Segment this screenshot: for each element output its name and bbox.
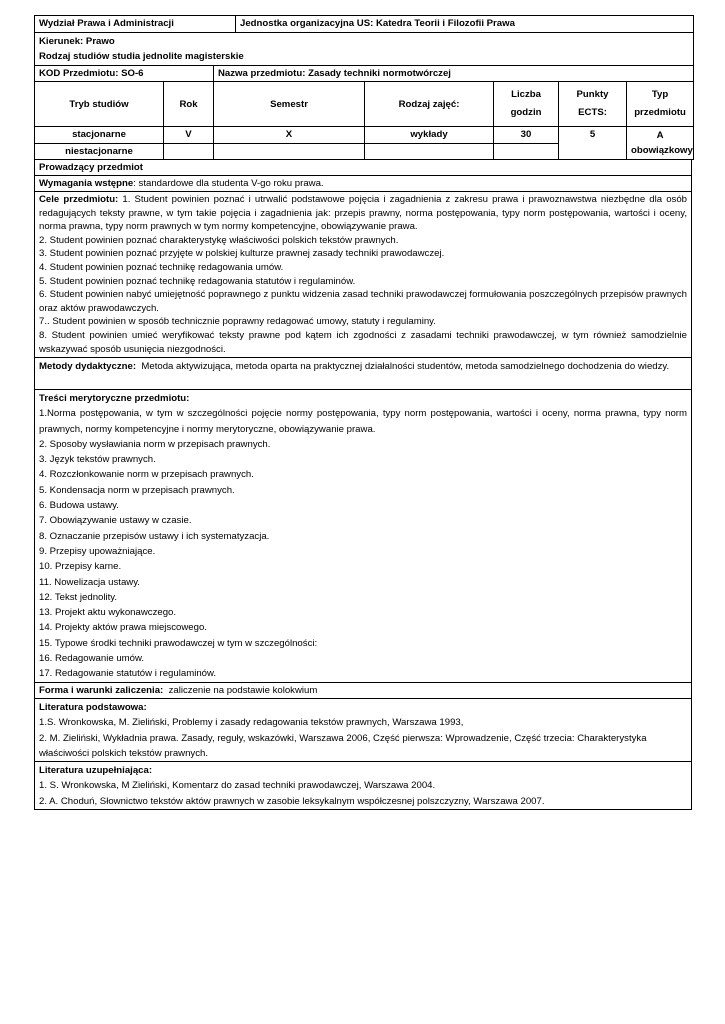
content-item-10: 10. Przepisy karne. xyxy=(39,561,122,573)
objective-8: 8. Student powinien umieć weryfikować teksty prawne pod kątem ich zgodności z zasadami techniki prawodawczej, w tym również samodzielnie wskazywać sposób usunięcia niezgodności. xyxy=(39,329,687,355)
requirements-section xyxy=(34,176,692,192)
col-hours-line1: Liczba xyxy=(511,89,541,100)
assessment-text: zaliczenie na podstawie kolokwium xyxy=(168,685,318,696)
methods-text: Metoda aktywizująca, metoda oparta na praktycznej działalności studentów, metoda samodzielnego dochodzenia do wiedzy. xyxy=(141,361,670,372)
content-section xyxy=(34,390,692,683)
content-item-3: 3. Język tekstów prawnych. xyxy=(39,454,156,466)
syllabus-header-table xyxy=(34,15,694,160)
content-item-6: 6. Budowa ustawy. xyxy=(39,500,119,512)
row-part-time-year xyxy=(164,143,214,160)
content-item-16: 16. Redagowanie umów. xyxy=(39,653,145,665)
col-type xyxy=(627,82,694,127)
row-stationary-class-type: wykłady xyxy=(365,127,494,144)
field-cell xyxy=(35,33,694,66)
row-part-time-class-type xyxy=(365,143,494,160)
col-class-type: Rodzaj zajęć: xyxy=(365,82,494,127)
content-item-14: 14. Projekty aktów prawa miejscowego. xyxy=(39,622,207,634)
literature-extra-item-1: 1. S. Wronkowska, M Zieliński, Komentarz do zasad techniki prawodawczej, Warszawa 2004. xyxy=(39,780,436,792)
content-label: Treści merytoryczne przedmiotu: xyxy=(39,393,190,404)
methods-label: Metody dydaktyczne: xyxy=(39,361,137,372)
objective-1-text: 1. Student powinien poznać i utrwalić podstawowe pojęcia i zagadnienia z zakresu prawa i prawoznawstwa niezbędne dla osób redagujących teksty prawne, w tym takie pojęcia i zagadnienia jak: przepis prawny, norma postępowania, typy norm postępowania, wartości i oceny, norma prawna, typy norm prawnych w tym normy kompetencyjne, obowiązywanie prawa. xyxy=(39,194,687,233)
literature-extra-label: Literatura uzupełniająca: xyxy=(39,765,153,776)
col-mode: Tryb studiów xyxy=(35,82,164,127)
row-stationary-semester: X xyxy=(214,127,365,144)
content-item-7: 7. Obowiązywanie ustawy w czasie. xyxy=(39,515,192,527)
col-ects xyxy=(559,82,627,127)
objective-3: 3. Student powinien poznać przyjęte w polskiej kulturze prawnej zasady techniki prawodawczej. xyxy=(39,248,445,260)
literature-basic-section xyxy=(34,699,692,762)
objective-6: 6. Student powinien nabyć umiejętność poprawnego z punktu widzenia zasad techniki prawodawczej formułowania poszczególnych przepisów prawnych oraz aktów prawodawczych. xyxy=(39,289,687,314)
content-item-1: 1.Norma postępowania, w tym w szczególności pojęcie normy postępowania, typy norm postępowania, wartości i oceny, norma prawna, typy norm prawnych, normy kompetencyjne i normy merytoryczne, obowiązywanie prawa. xyxy=(39,408,687,435)
requirements-text: : standardowe dla studenta V-go roku prawa. xyxy=(133,178,324,189)
content-item-2: 2. Sposoby wysławiania norm w przepisach prawnych. xyxy=(39,438,271,450)
content-item-12: 12. Tekst jednolity. xyxy=(39,591,118,603)
col-type-line1: Typ xyxy=(651,89,669,100)
col-ects-line2: ECTS: xyxy=(578,107,607,118)
row-stationary-mode: stacjonarne xyxy=(35,127,164,144)
content-item-13: 13. Projekt aktu wykonawczego. xyxy=(39,607,177,619)
methods-section xyxy=(34,358,692,390)
col-hours xyxy=(494,82,559,127)
objective-1 xyxy=(39,193,687,234)
row-stationary-hours: 30 xyxy=(494,127,559,144)
literature-basic-item-2: 2. M. Zieliński, Wykładnia prawa. Zasady, reguły, wskazówki, Warszawa 2006, Część pierwsza: Wprowadzenie, Część trzecia: Charakterystyka właściwości polskich tekstów prawnych. xyxy=(39,732,647,759)
objective-5: 5. Student powinien poznać technikę redagowania statutów i regulaminów. xyxy=(39,275,356,287)
course-syllabus-sheet xyxy=(34,15,692,810)
course-type-line1: A xyxy=(656,130,664,141)
requirements-label: Wymagania wstępne xyxy=(39,178,134,189)
content-item-9: 9. Przepisy upoważniające. xyxy=(39,545,156,557)
row-part-time-hours xyxy=(494,143,559,160)
objective-4: 4. Student powinien poznać technikę redagowania umów. xyxy=(39,261,284,273)
lecturer-section xyxy=(34,160,692,176)
course-code: KOD Przedmiotu: SO-6 xyxy=(35,66,214,82)
content-item-4: 4. Rozczłonkowanie norm w przepisach prawnych. xyxy=(39,469,254,481)
literature-extra-item-2: 2. A. Choduń, Słownictwo tekstów aktów prawnych w zasobie leksykalnym współczesnej polszczyzny, Warszawa 2007. xyxy=(39,795,545,807)
literature-extra-section xyxy=(34,762,692,810)
col-year: Rok xyxy=(164,82,214,127)
col-ects-line1: Punkty xyxy=(576,89,609,100)
assessment-section xyxy=(34,683,692,699)
content-item-11: 11. Nowelizacja ustawy. xyxy=(39,576,140,588)
content-item-17: 17. Redagowanie statutów i regulaminów. xyxy=(39,668,217,680)
field-of-study: Kierunek: Prawo xyxy=(39,36,115,47)
row-stationary-year: V xyxy=(164,127,214,144)
objective-7: 7.. Student powinien w sposób technicznie poprawny redagować umowy, statuty i regulaminy. xyxy=(39,316,436,328)
row-part-time-mode: niestacjonarne xyxy=(35,143,164,160)
objectives-label: Cele przedmiotu: xyxy=(39,194,119,205)
course-type-value xyxy=(627,127,694,160)
faculty-cell: Wydział Prawa i Administracji xyxy=(35,16,236,33)
unit-cell: Jednostka organizacyjna US: Katedra Teorii i Filozofii Prawa xyxy=(236,16,694,33)
literature-basic-label: Literatura podstawowa: xyxy=(39,702,147,713)
content-item-8: 8. Oznaczanie przepisów ustawy i ich systematyzacja. xyxy=(39,530,270,542)
course-type-line2: obowiązkowy xyxy=(631,145,693,156)
literature-basic-item-1: 1.S. Wronkowska, M. Zieliński, Problemy i zasady redagowania tekstów prawnych, Warszawa 1993, xyxy=(39,717,464,729)
objectives-section xyxy=(34,192,692,358)
col-hours-line2: godzin xyxy=(510,107,542,118)
col-semester: Semestr xyxy=(214,82,365,127)
row-part-time-semester xyxy=(214,143,365,160)
content-item-5: 5. Kondensacja norm w przepisach prawnych. xyxy=(39,484,235,496)
ects-value: 5 xyxy=(559,127,627,160)
content-item-15: 15. Typowe środki techniki prawodawczej w tym w szczególności: xyxy=(39,637,318,649)
course-name: Nazwa przedmiotu: Zasady techniki normotwórczej xyxy=(214,66,694,82)
assessment-label: Forma i warunki zaliczenia: xyxy=(39,685,164,696)
objective-2: 2. Student powinien poznać charakterystykę właściwości polskich tekstów prawnych. xyxy=(39,234,399,246)
study-type: Rodzaj studiów studia jednolite magisterskie xyxy=(39,51,244,62)
lecturer-label: Prowadzący przedmiot xyxy=(39,162,143,173)
col-type-line2: przedmiotu xyxy=(634,107,686,118)
